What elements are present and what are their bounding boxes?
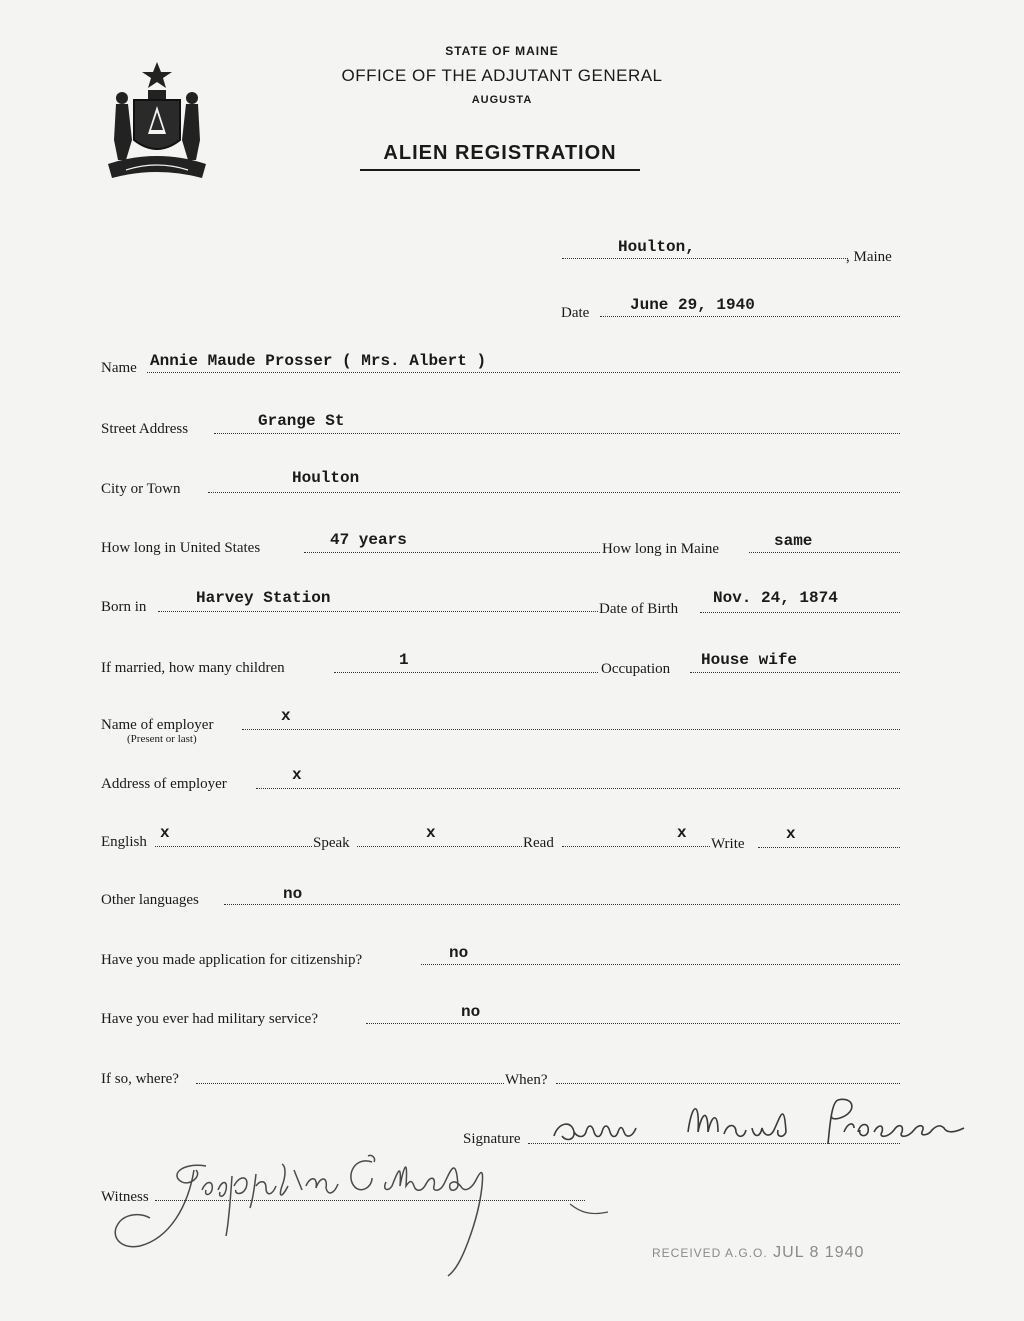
city-label: City or Town	[101, 481, 181, 497]
other-languages-label: Other languages	[101, 892, 199, 908]
date-label: Date	[561, 305, 590, 321]
english-value: x	[160, 824, 170, 842]
how-long-us-label: How long in United States	[101, 540, 261, 556]
witness-handwriting-icon	[110, 1146, 610, 1296]
if-so-where-label: If so, where?	[101, 1071, 179, 1087]
received-stamp-label: RECEIVED A.G.O.	[652, 1246, 768, 1260]
header-city: AUGUSTA	[471, 94, 533, 106]
speak-label: Speak	[313, 835, 350, 851]
employer-name-sublabel: (Present or last)	[127, 733, 197, 745]
speak-line	[357, 846, 522, 847]
military-value: no	[461, 1003, 481, 1021]
employer-name-label: Name of employer	[101, 717, 214, 733]
how-long-maine-label: How long in Maine	[602, 541, 720, 557]
read-line	[562, 846, 710, 847]
name-value: Annie Maude Prosser ( Mrs. Albert )	[150, 352, 487, 370]
read-label: Read	[523, 835, 554, 851]
employer-address-label: Address of employer	[101, 776, 227, 792]
place-line	[562, 258, 848, 259]
children-line	[334, 672, 598, 673]
citizenship-value: no	[449, 944, 469, 962]
occupation-label: Occupation	[601, 661, 671, 677]
if-so-where-line	[196, 1083, 504, 1084]
employer-address-line	[256, 788, 900, 789]
how-long-us-line	[304, 552, 600, 553]
speak-value: x	[426, 824, 436, 842]
military-label: Have you ever had military service?	[101, 1011, 318, 1027]
born-in-line	[158, 611, 598, 612]
name-label: Name	[101, 360, 137, 376]
form-title: ALIEN REGISTRATION	[360, 142, 640, 171]
city-line	[208, 492, 900, 493]
signature-label: Signature	[463, 1131, 521, 1147]
date-value: June 29, 1940	[630, 296, 755, 314]
occupation-value: House wife	[701, 651, 798, 669]
date-of-birth-value: Nov. 24, 1874	[713, 589, 838, 607]
born-in-value: Harvey Station	[196, 589, 331, 607]
city-value: Houlton	[292, 469, 360, 487]
born-in-label: Born in	[101, 599, 147, 615]
read-value: x	[677, 824, 687, 842]
header-office: OFFICE OF THE ADJUTANT GENERAL	[341, 66, 663, 85]
how-long-us-value: 47 years	[330, 531, 407, 549]
military-line	[366, 1023, 900, 1024]
place-value: Houlton,	[618, 238, 695, 256]
children-label: If married, how many children	[101, 660, 285, 676]
english-label: English	[101, 834, 147, 850]
date-of-birth-line	[700, 612, 900, 613]
street-address-label: Street Address	[101, 421, 189, 437]
received-stamp-date: JUL 8 1940	[773, 1244, 865, 1261]
date-of-birth-label: Date of Birth	[599, 601, 679, 617]
when-line	[556, 1083, 900, 1084]
employer-name-line	[242, 729, 900, 730]
citizenship-label: Have you made application for citizenship?	[101, 952, 363, 968]
write-line	[758, 847, 900, 848]
children-value: 1	[399, 651, 409, 669]
name-line	[147, 372, 900, 373]
employer-name-value: x	[281, 707, 291, 725]
how-long-maine-line	[749, 552, 900, 553]
witness-label: Witness	[101, 1189, 149, 1205]
received-stamp	[652, 1244, 864, 1262]
employer-address-value: x	[292, 766, 302, 784]
write-value: x	[786, 825, 796, 843]
street-address-value: Grange St	[258, 412, 345, 430]
citizenship-line	[421, 964, 900, 965]
date-line	[600, 316, 900, 317]
street-address-line	[214, 433, 900, 434]
write-label: Write	[711, 836, 745, 852]
place-suffix: , Maine	[846, 249, 892, 265]
english-line	[155, 846, 312, 847]
how-long-maine-value: same	[774, 532, 813, 550]
other-languages-value: no	[283, 885, 303, 903]
when-label: When?	[505, 1072, 548, 1088]
header-state: STATE OF MAINE	[445, 44, 559, 58]
occupation-line	[690, 672, 900, 673]
signature-handwriting-icon	[548, 1092, 972, 1154]
other-languages-line	[224, 904, 900, 905]
